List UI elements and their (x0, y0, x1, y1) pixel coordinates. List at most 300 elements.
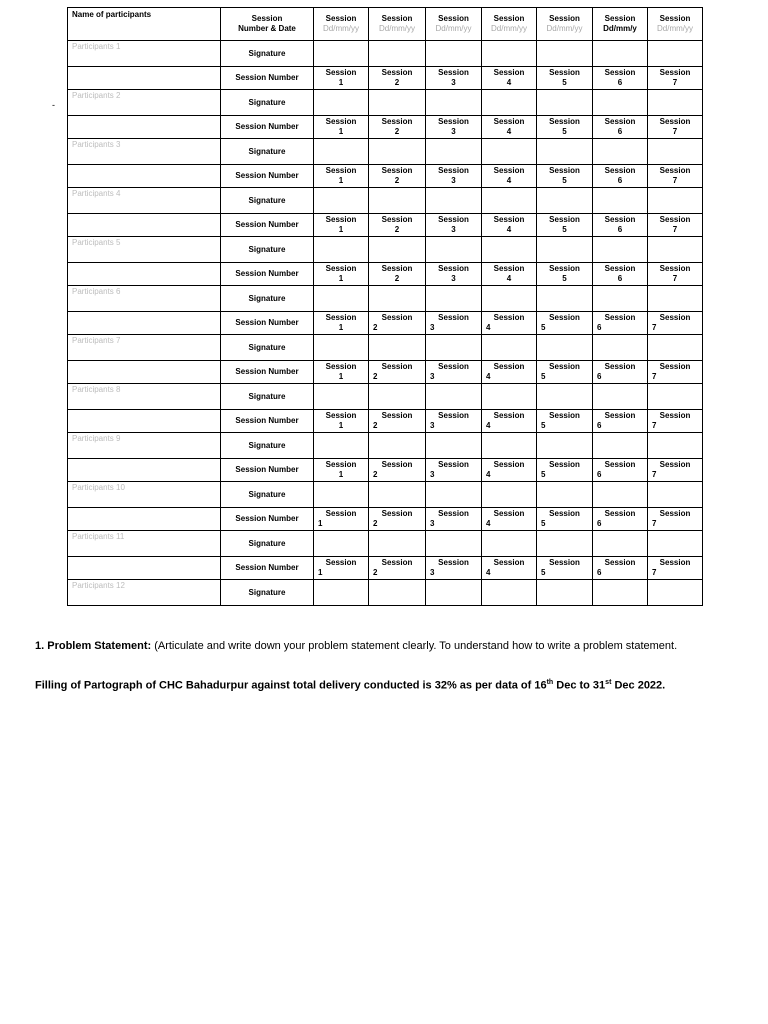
statement-part2: Dec to 31 (553, 679, 606, 692)
session-split (537, 312, 592, 334)
session-split (648, 312, 702, 334)
session-word: Session (604, 460, 636, 469)
signature-row (68, 433, 703, 459)
session-word: Session (493, 264, 525, 273)
signature-row (68, 580, 703, 606)
session-split (426, 508, 481, 530)
session-number-cell (426, 214, 482, 237)
signature-row (68, 482, 703, 508)
signature-cell (426, 531, 482, 557)
session-number: 6 (597, 323, 602, 332)
session-number-cell (426, 459, 482, 482)
signature-cell (537, 531, 593, 557)
session-number: 6 (617, 176, 623, 185)
session-number-label: Session Number (221, 67, 314, 90)
session-number: 1 (338, 470, 344, 479)
session-split (369, 508, 425, 530)
session-number-cell (482, 459, 537, 482)
signature-cell (593, 139, 648, 165)
signature-label: Signature (221, 433, 314, 459)
session-column-header-line1: Session (251, 14, 283, 23)
session-split (537, 557, 592, 579)
signature-cell (314, 580, 369, 606)
session-number-label: Session Number (221, 263, 314, 286)
signature-cell (482, 41, 537, 67)
session-number: 4 (506, 78, 512, 87)
signature-row (68, 188, 703, 214)
session-number-cell (648, 165, 703, 188)
session-header-label: Session (381, 14, 413, 23)
signature-cell (314, 384, 369, 410)
session-number-cell (593, 557, 648, 580)
session-header-date: Dd/mm/yy (435, 24, 472, 33)
session-number: 1 (318, 568, 323, 577)
session-number: 3 (451, 225, 456, 234)
signature-cell (369, 41, 426, 67)
session-word: Session (549, 509, 580, 518)
session-header-label: Session (438, 14, 469, 23)
session-number-cell (314, 410, 369, 433)
session-number: 7 (672, 127, 678, 136)
signature-cell (593, 580, 648, 606)
session-number-cell (593, 459, 648, 482)
session-number-cell (537, 312, 593, 335)
signature-cell (314, 482, 369, 508)
session-word: Session (493, 558, 525, 567)
session-number-cell (369, 214, 426, 237)
signature-cell (369, 531, 426, 557)
session-split (593, 312, 647, 334)
session-split (314, 557, 368, 579)
session-number: 2 (394, 127, 400, 136)
signature-label: Signature (221, 335, 314, 361)
session-word: Session (381, 117, 413, 126)
participant-name: Participants 12 (68, 580, 221, 606)
signature-cell (314, 139, 369, 165)
session-number: 2 (394, 176, 400, 185)
session-number-cell (648, 508, 703, 531)
session-word: Session (325, 117, 357, 126)
signature-row (68, 286, 703, 312)
session-word: Session (659, 411, 691, 420)
session-number-cell (537, 263, 593, 286)
session-number: 1 (338, 421, 344, 430)
session-number: 4 (486, 372, 491, 381)
session-split (369, 361, 425, 383)
session-word: Session (381, 68, 413, 77)
participant-name: Participants 3 (68, 139, 221, 165)
signature-cell (537, 482, 593, 508)
signature-cell (537, 433, 593, 459)
session-number: 7 (652, 568, 657, 577)
session-number-cell (537, 165, 593, 188)
session-number-cell (537, 116, 593, 139)
blank-name-cell (68, 165, 221, 188)
session-word: Session (549, 215, 580, 224)
blank-name-cell (68, 67, 221, 90)
session-number-cell (426, 361, 482, 384)
signature-cell (314, 286, 369, 312)
session-number-cell (482, 361, 537, 384)
blank-name-cell (68, 214, 221, 237)
signature-cell (593, 41, 648, 67)
session-number-cell (648, 557, 703, 580)
session-number-cell (648, 312, 703, 335)
signature-cell (369, 237, 426, 263)
session-header-5 (537, 8, 593, 41)
session-number: 2 (373, 421, 378, 430)
signature-cell (648, 433, 703, 459)
participant-name: Participants 1 (68, 41, 221, 67)
signature-row (68, 237, 703, 263)
signature-cell (426, 237, 482, 263)
session-number: 6 (617, 225, 623, 234)
session-number-label: Session Number (221, 459, 314, 482)
session-number: 2 (373, 372, 378, 381)
session-number-cell (314, 214, 369, 237)
session-number: 6 (617, 274, 623, 283)
signature-cell (593, 482, 648, 508)
session-number: 3 (430, 519, 435, 528)
problem-statement-label: 1. Problem Statement: (35, 640, 152, 652)
session-word: Session (325, 411, 357, 420)
session-header-date: Dd/mm/yy (657, 24, 693, 33)
signature-cell (369, 580, 426, 606)
session-number-cell (314, 459, 369, 482)
session-number: 3 (430, 372, 435, 381)
signature-cell (537, 41, 593, 67)
signature-cell (593, 286, 648, 312)
session-number: 7 (672, 274, 678, 283)
signature-cell (537, 139, 593, 165)
signature-cell (482, 482, 537, 508)
session-number-cell (426, 67, 482, 90)
session-number-cell (593, 214, 648, 237)
signature-cell (426, 139, 482, 165)
session-word: Session (381, 411, 413, 420)
participant-name: Participants 4 (68, 188, 221, 214)
session-number-cell (648, 361, 703, 384)
session-word: Session (659, 460, 691, 469)
session-word: Session (659, 313, 691, 322)
session-number: 4 (486, 470, 491, 479)
session-number-cell (537, 508, 593, 531)
session-number-cell (369, 557, 426, 580)
signature-cell (648, 384, 703, 410)
signature-row (68, 90, 703, 116)
session-number-cell (648, 116, 703, 139)
statement-sup2: st (605, 679, 612, 686)
session-number-row (68, 312, 703, 335)
session-number-cell (369, 116, 426, 139)
session-word: Session (325, 166, 357, 175)
session-number-cell (482, 165, 537, 188)
session-word: Session (381, 215, 413, 224)
session-word: Session (325, 558, 357, 567)
session-number-row (68, 67, 703, 90)
session-number: 3 (430, 568, 435, 577)
session-number: 6 (617, 127, 623, 136)
session-number-cell (369, 410, 426, 433)
session-word: Session (604, 558, 636, 567)
session-number: 5 (562, 127, 567, 136)
session-number-cell (593, 410, 648, 433)
signature-cell (314, 188, 369, 214)
session-word: Session (438, 264, 469, 273)
attendance-table (67, 7, 703, 606)
signature-cell (648, 188, 703, 214)
session-split (537, 508, 592, 530)
session-word: Session (493, 68, 525, 77)
signature-cell (482, 580, 537, 606)
session-number-cell (314, 263, 369, 286)
signature-cell (482, 90, 537, 116)
session-split (648, 361, 702, 383)
session-split (314, 508, 368, 530)
session-header-2 (369, 8, 426, 41)
session-word: Session (604, 264, 636, 273)
participant-name: Participants 8 (68, 384, 221, 410)
signature-cell (314, 531, 369, 557)
session-number: 6 (597, 519, 602, 528)
session-number: 6 (597, 568, 602, 577)
signature-cell (426, 286, 482, 312)
session-split (648, 557, 702, 579)
session-split (648, 410, 702, 432)
session-word: Session (549, 460, 580, 469)
session-word: Session (604, 215, 636, 224)
session-header-3 (426, 8, 482, 41)
session-number-row (68, 361, 703, 384)
session-word: Session (438, 68, 469, 77)
session-column-header (221, 8, 314, 41)
session-word: Session (493, 460, 525, 469)
session-number-cell (537, 459, 593, 482)
session-number: 3 (451, 127, 456, 136)
session-number: 2 (373, 323, 378, 332)
session-word: Session (438, 411, 469, 420)
session-number: 4 (506, 225, 512, 234)
session-number-cell (369, 361, 426, 384)
session-word: Session (325, 215, 357, 224)
session-number: 7 (652, 372, 657, 381)
session-word: Session (325, 362, 357, 371)
session-number-label: Session Number (221, 557, 314, 580)
session-number: 4 (486, 323, 491, 332)
signature-cell (482, 335, 537, 361)
signature-cell (648, 139, 703, 165)
session-number-cell (314, 165, 369, 188)
session-word: Session (659, 509, 691, 518)
session-number: 5 (541, 323, 546, 332)
session-number: 1 (338, 274, 344, 283)
signature-cell (426, 41, 482, 67)
session-number: 2 (373, 519, 378, 528)
session-number-cell (426, 410, 482, 433)
statement-sup1: th (546, 679, 554, 686)
session-word: Session (438, 509, 469, 518)
participant-name: Participants 6 (68, 286, 221, 312)
session-number-label: Session Number (221, 214, 314, 237)
session-header-label: Session (604, 14, 636, 23)
session-word: Session (493, 313, 525, 322)
session-word: Session (325, 264, 357, 273)
session-number-cell (593, 116, 648, 139)
session-number-cell (593, 361, 648, 384)
signature-cell (593, 237, 648, 263)
session-word: Session (604, 509, 636, 518)
session-word: Session (659, 68, 691, 77)
session-word: Session (325, 460, 357, 469)
session-number-cell (537, 214, 593, 237)
session-number-cell (593, 312, 648, 335)
session-word: Session (549, 166, 580, 175)
signature-cell (648, 237, 703, 263)
table-header-row (68, 8, 703, 41)
session-word: Session (381, 558, 413, 567)
session-number: 6 (597, 421, 602, 430)
session-word: Session (381, 166, 413, 175)
session-number-row (68, 410, 703, 433)
signature-row (68, 139, 703, 165)
statement-part3: Dec 2022. (611, 679, 666, 692)
session-word: Session (659, 117, 691, 126)
session-word: Session (381, 362, 413, 371)
session-number: 7 (652, 470, 657, 479)
signature-label: Signature (221, 286, 314, 312)
session-word: Session (325, 509, 357, 518)
session-word: Session (493, 362, 525, 371)
session-number: 4 (486, 568, 491, 577)
problem-statement (35, 640, 677, 652)
session-number-cell (426, 508, 482, 531)
signature-cell (426, 90, 482, 116)
signature-cell (369, 188, 426, 214)
session-number-row (68, 557, 703, 580)
signature-cell (369, 139, 426, 165)
signature-cell (369, 286, 426, 312)
session-number-label: Session Number (221, 361, 314, 384)
session-number: 5 (562, 274, 567, 283)
signature-cell (369, 335, 426, 361)
signature-cell (426, 580, 482, 606)
session-number-row (68, 116, 703, 139)
signature-cell (537, 188, 593, 214)
blank-name-cell (68, 263, 221, 286)
session-word: Session (438, 215, 469, 224)
session-word: Session (381, 264, 413, 273)
session-number: 3 (430, 470, 435, 479)
session-word: Session (549, 313, 580, 322)
session-number-cell (314, 361, 369, 384)
signature-label: Signature (221, 237, 314, 263)
signature-cell (537, 580, 593, 606)
signature-cell (648, 482, 703, 508)
session-number-cell (482, 214, 537, 237)
blank-name-cell (68, 410, 221, 433)
session-number: 6 (597, 372, 602, 381)
session-word: Session (604, 411, 636, 420)
session-header-date: Dd/mm/y (603, 24, 637, 33)
signature-cell (593, 188, 648, 214)
session-number: 5 (541, 372, 546, 381)
signature-cell (369, 90, 426, 116)
session-number: 3 (430, 421, 435, 430)
session-header-date: Dd/mm/yy (546, 24, 583, 33)
signature-label: Signature (221, 90, 314, 116)
session-header-date: Dd/mm/yy (491, 24, 527, 33)
session-number-cell (648, 459, 703, 482)
signature-cell (537, 90, 593, 116)
session-number-cell (537, 361, 593, 384)
signature-row (68, 41, 703, 67)
session-word: Session (549, 411, 580, 420)
session-number: 2 (373, 470, 378, 479)
session-split (426, 361, 481, 383)
session-number-cell (537, 410, 593, 433)
session-number-label: Session Number (221, 165, 314, 188)
session-number: 7 (672, 78, 678, 87)
signature-row (68, 384, 703, 410)
signature-cell (593, 335, 648, 361)
session-number: 1 (338, 225, 344, 234)
blank-name-cell (68, 557, 221, 580)
session-number-cell (482, 67, 537, 90)
session-number-cell (648, 67, 703, 90)
session-word: Session (438, 166, 469, 175)
signature-label: Signature (221, 580, 314, 606)
signature-cell (369, 482, 426, 508)
session-number-cell (648, 410, 703, 433)
session-split (369, 312, 425, 334)
session-word: Session (549, 362, 580, 371)
problem-statement-text: (Articulate and write down your problem statement clearly. To understand how to write a problem statement. (151, 640, 678, 652)
session-number-cell (482, 263, 537, 286)
session-number: 7 (652, 421, 657, 430)
session-number: 5 (541, 470, 546, 479)
signature-cell (369, 384, 426, 410)
session-number: 1 (338, 127, 344, 136)
session-number: 4 (486, 421, 491, 430)
session-word: Session (549, 264, 580, 273)
session-number-cell (426, 263, 482, 286)
session-header-7 (648, 8, 703, 41)
session-word: Session (604, 362, 636, 371)
session-number: 1 (318, 519, 323, 528)
session-number-cell (314, 508, 369, 531)
session-number-cell (426, 557, 482, 580)
session-header-label: Session (659, 14, 691, 23)
signature-cell (482, 188, 537, 214)
session-word: Session (604, 68, 636, 77)
session-number-cell (426, 116, 482, 139)
session-word: Session (659, 215, 691, 224)
session-word: Session (438, 362, 469, 371)
session-number-cell (593, 508, 648, 531)
session-split (648, 459, 702, 481)
session-split (369, 459, 425, 481)
participant-name: Participants 9 (68, 433, 221, 459)
session-word: Session (381, 460, 413, 469)
session-word: Session (493, 215, 525, 224)
signature-cell (426, 188, 482, 214)
signature-label: Signature (221, 139, 314, 165)
session-split (482, 312, 536, 334)
session-split (426, 557, 481, 579)
session-number: 5 (541, 519, 546, 528)
signature-cell (482, 286, 537, 312)
signature-label: Signature (221, 384, 314, 410)
